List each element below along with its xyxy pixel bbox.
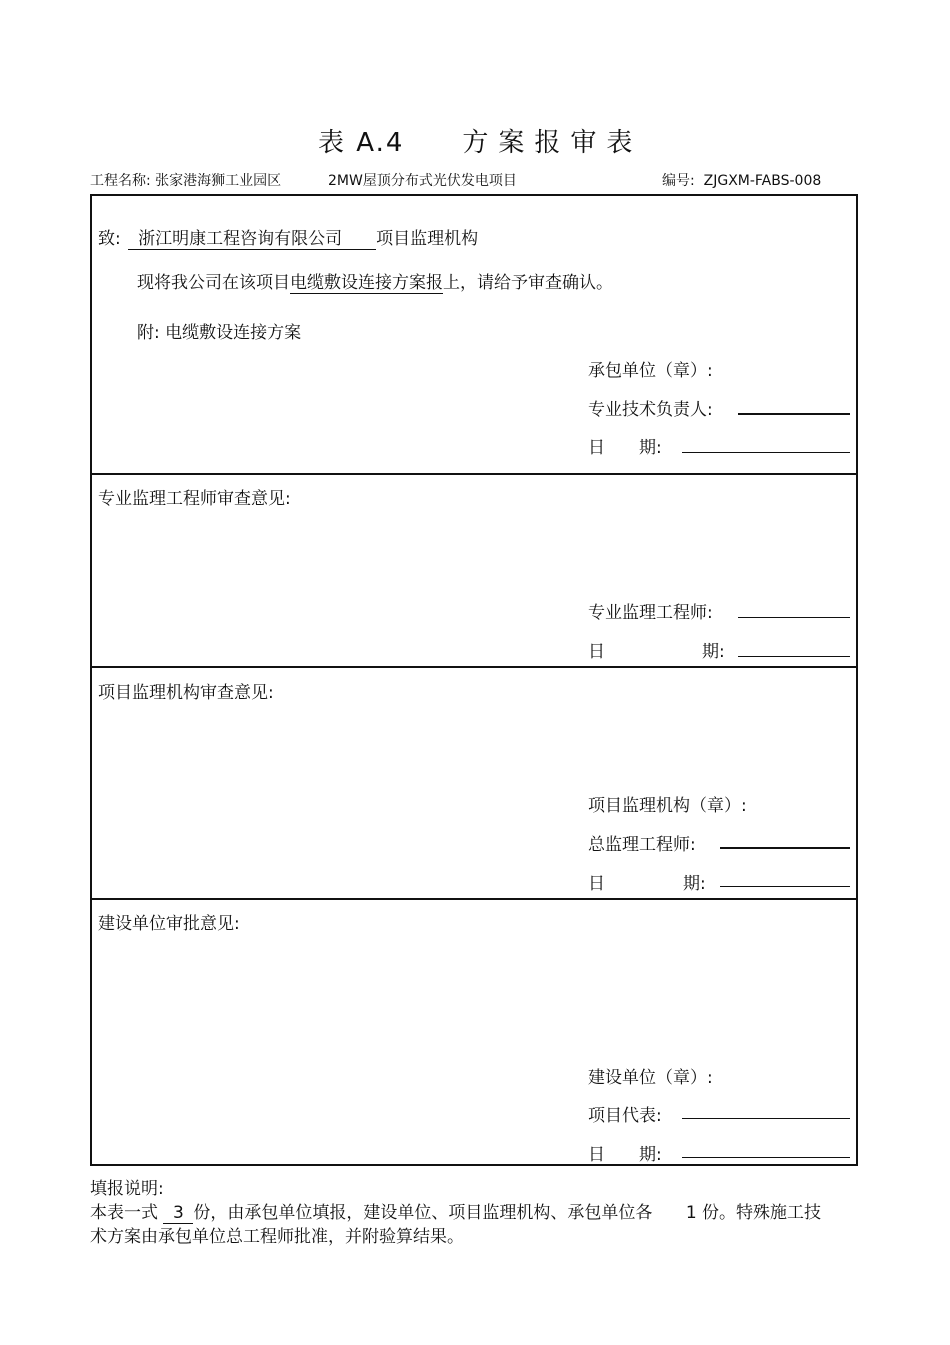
date-field[interactable] [682, 1157, 850, 1158]
tech-lead-signature-field[interactable] [738, 413, 850, 415]
addressee-row [98, 224, 478, 250]
addressee-suffix: 项目监理机构 [376, 229, 479, 249]
to-label: 致: [98, 229, 121, 249]
copies-count: 3 [163, 1203, 193, 1224]
form-title-name: 方案报审表 [462, 128, 643, 158]
date-field[interactable] [682, 452, 850, 453]
project-name: 张家港海狮工业园区 [155, 173, 282, 189]
project-subname: 2MW屋顶分布式光伏发电项目 [328, 173, 517, 189]
notes-line-2: 术方案由承包单位总工程师批准，并附验算结果。 [90, 1227, 464, 1247]
engineer-review-heading: 专业监理工程师审查意见: [98, 489, 291, 509]
notes-line-1 [90, 1198, 821, 1224]
date-label-a: 日 [588, 874, 605, 894]
notes-text: 份，由承包单位填报，建设单位、项目监理机构、承包单位各 [193, 1203, 653, 1223]
date-field[interactable] [720, 886, 850, 887]
engineer-label: 专业监理工程师: [588, 603, 713, 623]
project-name-row [90, 170, 281, 190]
number-label: 编号: [662, 173, 695, 189]
date-label-a: 日 [588, 642, 605, 662]
date-label-b: 期: [683, 874, 706, 894]
submission-statement [137, 268, 613, 293]
chief-engineer-signature-field[interactable] [720, 847, 850, 849]
attachment-name: 电缆敷设连接方案 [165, 323, 302, 343]
chief-engineer-label: 总监理工程师: [588, 835, 696, 855]
date-field[interactable] [738, 656, 850, 657]
supervision-review-heading: 项目监理机构审查意见: [98, 683, 274, 703]
owner-seal-label: 建设单位（章）: [588, 1068, 713, 1088]
section-divider [92, 898, 856, 900]
date-label-b: 期: [702, 642, 725, 662]
attachment-label: 附: [137, 323, 160, 343]
contractor-seal-label: 承包单位（章）: [588, 361, 713, 381]
engineer-signature-field[interactable] [738, 617, 850, 618]
owner-rep-signature-field[interactable] [682, 1118, 850, 1119]
form-title-code: 表 A.4 [318, 128, 405, 158]
addressee-org: 浙江明康工程咨询有限公司 [128, 224, 376, 250]
notes-text: 1 份。特殊施工技 [685, 1203, 822, 1223]
form-title [318, 122, 642, 159]
date-label: 日 期: [588, 1145, 662, 1165]
notes-text: 本表一式 [90, 1203, 158, 1223]
owner-approval-heading: 建设单位审批意见: [98, 914, 240, 934]
statement-prefix: 现将我公司在该项目 [137, 273, 290, 293]
attachment-row [137, 318, 301, 343]
project-label: 工程名称: [90, 173, 151, 189]
statement-document: 电缆敷设连接方案报 [290, 273, 443, 293]
supervision-seal-label: 项目监理机构（章）: [588, 796, 747, 816]
section-divider [92, 473, 856, 475]
date-label: 日 期: [588, 438, 662, 458]
owner-rep-label: 项目代表: [588, 1106, 662, 1126]
form-number [662, 170, 821, 190]
tech-lead-label: 专业技术负责人: [588, 400, 713, 420]
section-divider [92, 666, 856, 668]
statement-suffix: 上，请给予审查确认。 [443, 273, 613, 293]
notes-heading: 填报说明: [90, 1179, 164, 1199]
number-value: ZJGXM-FABS-008 [703, 173, 822, 189]
